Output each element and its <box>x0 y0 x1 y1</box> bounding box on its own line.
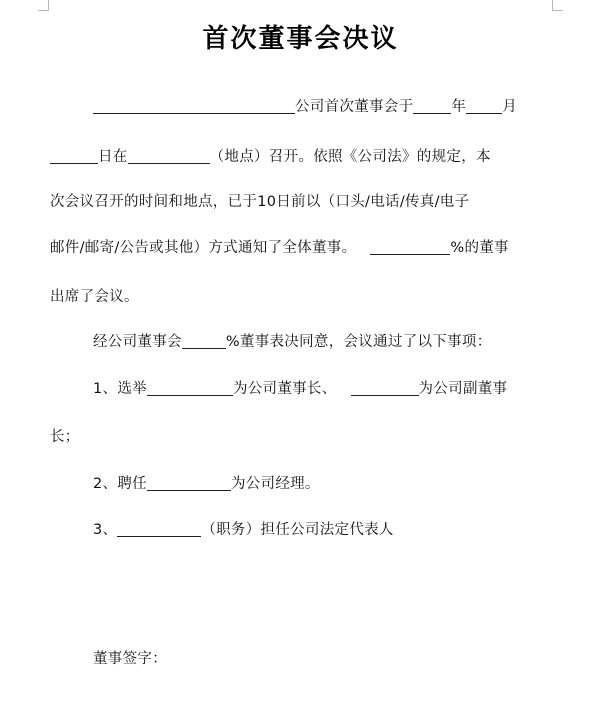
blank-vote-percent[interactable] <box>182 332 226 349</box>
p1-text-4b: %的董事 <box>450 240 509 256</box>
blank-month[interactable] <box>466 97 502 114</box>
blank-year[interactable] <box>413 97 451 114</box>
blank-company-name[interactable] <box>93 97 295 114</box>
blank-vice-chairman[interactable] <box>351 379 419 396</box>
paragraph-1-line-3: 次会议召开的时间和地点，已于10日前以（口头/电话/传真/电子 <box>50 194 470 210</box>
blank-position[interactable] <box>117 520 201 537</box>
p1-text-4a: 邮件/邮寄/公告或其他）方式通知了全体董事。 <box>50 240 357 256</box>
signature-label: 董事签字： <box>93 651 167 667</box>
document-title: 首次董事会决议 <box>202 24 399 54</box>
paragraph-1-line-2 <box>50 145 491 166</box>
p1-text-month: 月 <box>502 99 518 115</box>
p2-text-2: %董事表决同意，会议通过了以下事项： <box>225 334 492 350</box>
blank-attendance-percent[interactable] <box>370 238 450 255</box>
item-2 <box>93 472 320 493</box>
paragraph-1-line-1 <box>93 95 517 116</box>
blank-location[interactable] <box>128 147 210 164</box>
item-3-text-2: （职务）担任公司法定代表人 <box>201 522 394 538</box>
item-1-text-3: 为公司副董事 <box>418 381 508 397</box>
item-1-line-1 <box>93 377 507 398</box>
blank-day[interactable] <box>50 147 98 164</box>
p2-text-1: 经公司董事会 <box>93 334 182 350</box>
paragraph-1-line-4 <box>50 236 509 257</box>
item-3 <box>93 518 394 539</box>
p1-text-1: 公司首次董事会于 <box>295 99 414 115</box>
crop-mark-left <box>38 0 49 11</box>
p1-text-day: 日在 <box>98 149 128 165</box>
p1-text-year: 年 <box>451 99 467 115</box>
blank-manager[interactable] <box>147 474 231 491</box>
item-3-text-1: 3、 <box>93 522 118 538</box>
paragraph-1-line-5: 出席了会议。 <box>50 289 139 305</box>
paragraph-2 <box>93 330 492 351</box>
blank-chairman[interactable] <box>147 379 233 396</box>
item-1-text-1: 1、选举 <box>93 381 147 397</box>
item-2-text-2: 为公司经理。 <box>230 476 320 492</box>
p1-text-2: （地点）召开。依照《公司法》的规定，本 <box>209 149 491 165</box>
crop-mark-right <box>552 0 563 11</box>
item-1-line-2: 长； <box>50 429 80 445</box>
item-2-text-1: 2、聘任 <box>93 476 147 492</box>
item-1-text-2: 为公司董事长、 <box>232 381 337 397</box>
